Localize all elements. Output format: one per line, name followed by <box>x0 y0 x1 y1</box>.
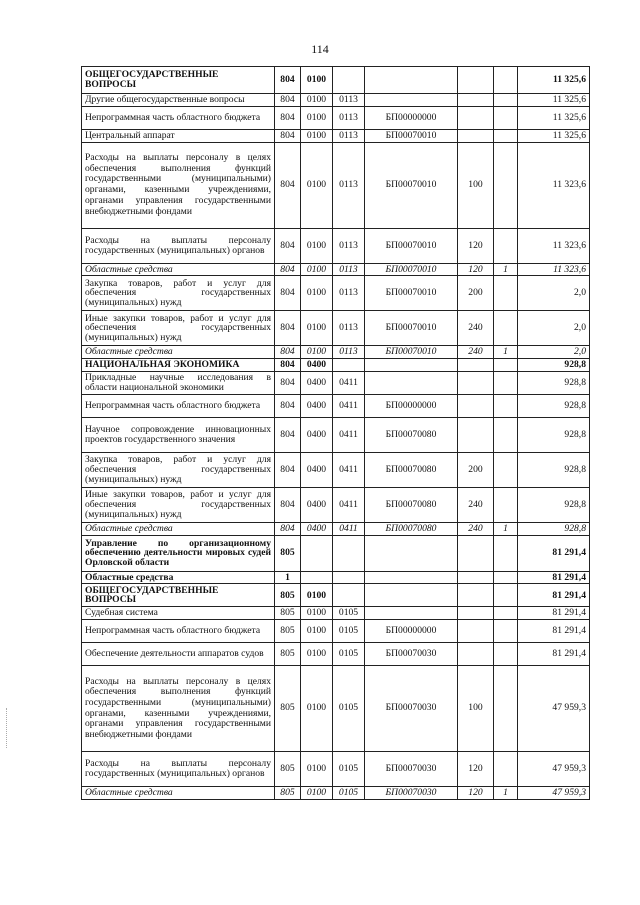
row-name: Областные средства <box>82 787 275 800</box>
row-src-code <box>494 228 518 263</box>
row-rz-code: 0400 <box>301 359 333 372</box>
row-pr-code: 0113 <box>333 346 365 359</box>
table-row <box>82 584 590 607</box>
row-src-code <box>494 571 518 584</box>
budget-table-body <box>82 67 590 800</box>
row-src-code <box>494 94 518 107</box>
row-name: Непрограммная часть областного бюджета <box>82 106 275 129</box>
row-name: Иные закупки товаров, работ и услуг для обеспечения государственных (муниципальных) нужд <box>82 311 275 346</box>
row-csr-code: БП00070010 <box>365 129 458 142</box>
row-pr-code: 0105 <box>333 666 365 752</box>
table-row <box>82 106 590 129</box>
row-csr-code <box>365 371 458 394</box>
table-row <box>82 359 590 372</box>
row-pr-code: 0113 <box>333 129 365 142</box>
row-gr-code: 804 <box>275 522 301 535</box>
row-csr-code: БП00070030 <box>365 666 458 752</box>
row-pr-code: 0113 <box>333 228 365 263</box>
row-name: Судебная система <box>82 607 275 620</box>
row-src-code <box>494 607 518 620</box>
row-sum: 81 291,4 <box>518 607 590 620</box>
row-csr-code <box>365 67 458 94</box>
row-sum: 11 323,6 <box>518 228 590 263</box>
row-csr-code: БП00070080 <box>365 522 458 535</box>
row-name: Закупка товаров, работ и услуг для обеспечения государственных (муниципальных) нужд <box>82 452 275 487</box>
row-rz-code: 0400 <box>301 487 333 522</box>
table-row <box>82 643 590 666</box>
table-row <box>82 346 590 359</box>
table-row <box>82 487 590 522</box>
row-name: Управление по организационному обеспечению деятельности мировых судей Орловской области <box>82 535 275 571</box>
row-gr-code: 804 <box>275 452 301 487</box>
row-vr-code: 100 <box>458 142 494 228</box>
margin-mark <box>6 708 9 748</box>
row-rz-code: 0100 <box>301 263 333 276</box>
row-vr-code <box>458 371 494 394</box>
row-name: Непрограммная часть областного бюджета <box>82 394 275 417</box>
row-vr-code: 240 <box>458 487 494 522</box>
row-gr-code: 804 <box>275 142 301 228</box>
row-name: Центральный аппарат <box>82 129 275 142</box>
row-pr-code: 0113 <box>333 276 365 311</box>
row-gr-code: 804 <box>275 129 301 142</box>
row-gr-code: 804 <box>275 417 301 452</box>
row-rz-code: 0100 <box>301 787 333 800</box>
row-sum: 928,8 <box>518 394 590 417</box>
row-csr-code: БП00070010 <box>365 276 458 311</box>
table-row <box>82 263 590 276</box>
row-rz-code: 0100 <box>301 142 333 228</box>
row-name: Непрограммная часть областного бюджета <box>82 620 275 643</box>
row-src-code <box>494 535 518 571</box>
row-csr-code: БП00070080 <box>365 417 458 452</box>
row-gr-code: 805 <box>275 787 301 800</box>
row-src-code <box>494 142 518 228</box>
row-sum: 81 291,4 <box>518 584 590 607</box>
table-row <box>82 228 590 263</box>
row-vr-code: 240 <box>458 311 494 346</box>
row-src-code <box>494 129 518 142</box>
row-csr-code <box>365 607 458 620</box>
row-rz-code: 0100 <box>301 584 333 607</box>
row-sum: 928,8 <box>518 522 590 535</box>
row-gr-code: 804 <box>275 371 301 394</box>
row-name: Областные средства <box>82 346 275 359</box>
row-pr-code <box>333 571 365 584</box>
row-rz-code: 0100 <box>301 94 333 107</box>
row-pr-code <box>333 67 365 94</box>
row-sum: 11 325,6 <box>518 67 590 94</box>
row-vr-code <box>458 94 494 107</box>
row-name: Областные средства <box>82 571 275 584</box>
table-row <box>82 94 590 107</box>
row-name: Областные средства <box>82 522 275 535</box>
row-pr-code: 0411 <box>333 417 365 452</box>
row-vr-code: 240 <box>458 522 494 535</box>
row-pr-code: 0105 <box>333 620 365 643</box>
row-vr-code: 240 <box>458 346 494 359</box>
row-gr-code: 804 <box>275 106 301 129</box>
row-pr-code: 0105 <box>333 643 365 666</box>
table-row <box>82 787 590 800</box>
table-row <box>82 571 590 584</box>
table-row <box>82 276 590 311</box>
row-vr-code: 120 <box>458 787 494 800</box>
row-src-code <box>494 359 518 372</box>
table-row <box>82 371 590 394</box>
row-gr-code: 804 <box>275 487 301 522</box>
row-src-code <box>494 417 518 452</box>
row-gr-code: 805 <box>275 643 301 666</box>
row-rz-code: 0400 <box>301 394 333 417</box>
row-pr-code: 0113 <box>333 311 365 346</box>
row-name: Закупка товаров, работ и услуг для обеспечения государственных (муниципальных) нужд <box>82 276 275 311</box>
row-rz-code: 0400 <box>301 371 333 394</box>
row-csr-code: БП00000000 <box>365 394 458 417</box>
row-src-code <box>494 643 518 666</box>
row-csr-code: БП00000000 <box>365 620 458 643</box>
table-row <box>82 67 590 94</box>
row-sum: 11 325,6 <box>518 129 590 142</box>
row-name: ОБЩЕГОСУДАРСТВЕННЫЕ ВОПРОСЫ <box>82 584 275 607</box>
row-vr-code <box>458 643 494 666</box>
row-csr-code: БП00070030 <box>365 752 458 787</box>
row-sum: 2,0 <box>518 276 590 311</box>
row-rz-code: 0100 <box>301 276 333 311</box>
row-pr-code: 0105 <box>333 607 365 620</box>
row-pr-code: 0113 <box>333 263 365 276</box>
row-pr-code <box>333 584 365 607</box>
table-row <box>82 311 590 346</box>
row-src-code: 1 <box>494 522 518 535</box>
row-vr-code <box>458 571 494 584</box>
row-csr-code: БП00000000 <box>365 106 458 129</box>
row-sum: 928,8 <box>518 371 590 394</box>
row-sum: 81 291,4 <box>518 535 590 571</box>
table-row <box>82 666 590 752</box>
row-gr-code: 804 <box>275 359 301 372</box>
row-csr-code: БП00070010 <box>365 263 458 276</box>
row-csr-code <box>365 584 458 607</box>
row-rz-code: 0400 <box>301 417 333 452</box>
row-sum: 11 323,6 <box>518 263 590 276</box>
table-row <box>82 394 590 417</box>
row-sum: 928,8 <box>518 417 590 452</box>
row-name: ОБЩЕГОСУДАРСТВЕННЫЕ ВОПРОСЫ <box>82 67 275 94</box>
row-sum: 11 325,6 <box>518 106 590 129</box>
row-src-code: 1 <box>494 346 518 359</box>
row-sum: 81 291,4 <box>518 571 590 584</box>
row-name: Расходы на выплаты персоналу государственных (муниципальных) органов <box>82 752 275 787</box>
row-sum: 2,0 <box>518 346 590 359</box>
row-gr-code: 1 <box>275 571 301 584</box>
row-csr-code <box>365 571 458 584</box>
row-name: Научное сопровождение инновационных проектов государственного значения <box>82 417 275 452</box>
row-pr-code <box>333 535 365 571</box>
row-sum: 11 325,6 <box>518 94 590 107</box>
table-row <box>82 607 590 620</box>
row-src-code <box>494 67 518 94</box>
row-name: Областные средства <box>82 263 275 276</box>
row-sum: 81 291,4 <box>518 620 590 643</box>
row-csr-code <box>365 535 458 571</box>
row-src-code: 1 <box>494 263 518 276</box>
row-gr-code: 805 <box>275 666 301 752</box>
row-sum: 47 959,3 <box>518 666 590 752</box>
row-pr-code: 0105 <box>333 787 365 800</box>
row-src-code <box>494 620 518 643</box>
row-name: НАЦИОНАЛЬНАЯ ЭКОНОМИКА <box>82 359 275 372</box>
table-row <box>82 752 590 787</box>
page-number: 114 <box>311 42 329 56</box>
row-vr-code <box>458 359 494 372</box>
row-vr-code <box>458 417 494 452</box>
row-vr-code <box>458 620 494 643</box>
row-csr-code: БП00070030 <box>365 787 458 800</box>
table-row <box>82 522 590 535</box>
row-rz-code: 0100 <box>301 346 333 359</box>
row-vr-code <box>458 129 494 142</box>
row-gr-code: 804 <box>275 276 301 311</box>
row-vr-code <box>458 535 494 571</box>
row-name: Обеспечение деятельности аппаратов судов <box>82 643 275 666</box>
row-pr-code: 0411 <box>333 522 365 535</box>
row-src-code <box>494 752 518 787</box>
table-row <box>82 535 590 571</box>
row-rz-code: 0100 <box>301 106 333 129</box>
row-src-code <box>494 276 518 311</box>
row-sum: 11 323,6 <box>518 142 590 228</box>
table-row <box>82 142 590 228</box>
row-gr-code: 804 <box>275 394 301 417</box>
row-rz-code <box>301 535 333 571</box>
row-csr-code: БП00070080 <box>365 487 458 522</box>
row-gr-code: 804 <box>275 346 301 359</box>
row-src-code <box>494 487 518 522</box>
row-rz-code: 0400 <box>301 452 333 487</box>
row-src-code <box>494 452 518 487</box>
row-csr-code: БП00070010 <box>365 142 458 228</box>
row-vr-code: 120 <box>458 263 494 276</box>
row-src-code <box>494 394 518 417</box>
row-pr-code <box>333 359 365 372</box>
row-gr-code: 805 <box>275 752 301 787</box>
row-name: Иные закупки товаров, работ и услуг для обеспечения государственных (муниципальных) нужд <box>82 487 275 522</box>
row-pr-code: 0411 <box>333 371 365 394</box>
table-row <box>82 452 590 487</box>
row-pr-code: 0411 <box>333 452 365 487</box>
row-rz-code: 0100 <box>301 129 333 142</box>
budget-table <box>81 66 590 800</box>
row-src-code <box>494 371 518 394</box>
row-vr-code: 120 <box>458 752 494 787</box>
row-sum: 928,8 <box>518 487 590 522</box>
row-gr-code: 804 <box>275 228 301 263</box>
row-name: Расходы на выплаты персоналу в целях обеспечения выполнения функций государственными (муниципальными) органами, казенными учреждениями, органами управления государственными внебюджетными фондами <box>82 666 275 752</box>
row-rz-code: 0100 <box>301 643 333 666</box>
row-sum: 928,8 <box>518 359 590 372</box>
row-csr-code <box>365 94 458 107</box>
row-csr-code: БП00070080 <box>365 452 458 487</box>
row-vr-code <box>458 584 494 607</box>
row-pr-code: 0113 <box>333 94 365 107</box>
row-gr-code: 804 <box>275 263 301 276</box>
row-vr-code <box>458 67 494 94</box>
table-row <box>82 129 590 142</box>
row-rz-code: 0100 <box>301 228 333 263</box>
row-src-code <box>494 311 518 346</box>
row-pr-code: 0411 <box>333 394 365 417</box>
row-gr-code: 804 <box>275 67 301 94</box>
row-name: Прикладные научные исследования в области национальной экономики <box>82 371 275 394</box>
row-name: Расходы на выплаты персоналу в целях обеспечения выполнения функций государственными (муниципальными) органами, казенными учреждениями, органами управления государственными внебюджетными фондами <box>82 142 275 228</box>
row-csr-code: БП00070010 <box>365 228 458 263</box>
row-gr-code: 805 <box>275 584 301 607</box>
row-sum: 47 959,3 <box>518 787 590 800</box>
row-sum: 81 291,4 <box>518 643 590 666</box>
row-name: Другие общегосударственные вопросы <box>82 94 275 107</box>
row-sum: 47 959,3 <box>518 752 590 787</box>
row-gr-code: 805 <box>275 535 301 571</box>
row-rz-code: 0400 <box>301 522 333 535</box>
row-sum: 928,8 <box>518 452 590 487</box>
row-gr-code: 804 <box>275 94 301 107</box>
row-csr-code: БП00070030 <box>365 643 458 666</box>
row-rz-code: 0100 <box>301 67 333 94</box>
row-src-code <box>494 666 518 752</box>
table-row <box>82 417 590 452</box>
row-vr-code <box>458 394 494 417</box>
row-gr-code: 805 <box>275 620 301 643</box>
row-vr-code: 200 <box>458 276 494 311</box>
row-rz-code: 0100 <box>301 311 333 346</box>
table-row <box>82 620 590 643</box>
row-rz-code: 0100 <box>301 620 333 643</box>
row-name: Расходы на выплаты персоналу государственных (муниципальных) органов <box>82 228 275 263</box>
row-pr-code: 0113 <box>333 106 365 129</box>
row-pr-code: 0411 <box>333 487 365 522</box>
row-pr-code: 0113 <box>333 142 365 228</box>
row-csr-code <box>365 359 458 372</box>
row-src-code <box>494 584 518 607</box>
row-vr-code: 200 <box>458 452 494 487</box>
row-vr-code <box>458 106 494 129</box>
row-vr-code: 120 <box>458 228 494 263</box>
row-rz-code: 0100 <box>301 666 333 752</box>
row-csr-code: БП00070010 <box>365 346 458 359</box>
row-vr-code <box>458 607 494 620</box>
row-gr-code: 804 <box>275 311 301 346</box>
row-sum: 2,0 <box>518 311 590 346</box>
row-gr-code: 805 <box>275 607 301 620</box>
row-rz-code: 0100 <box>301 607 333 620</box>
row-src-code <box>494 106 518 129</box>
row-csr-code: БП00070010 <box>365 311 458 346</box>
row-pr-code: 0105 <box>333 752 365 787</box>
row-src-code: 1 <box>494 787 518 800</box>
row-vr-code: 100 <box>458 666 494 752</box>
row-rz-code: 0100 <box>301 752 333 787</box>
row-rz-code <box>301 571 333 584</box>
